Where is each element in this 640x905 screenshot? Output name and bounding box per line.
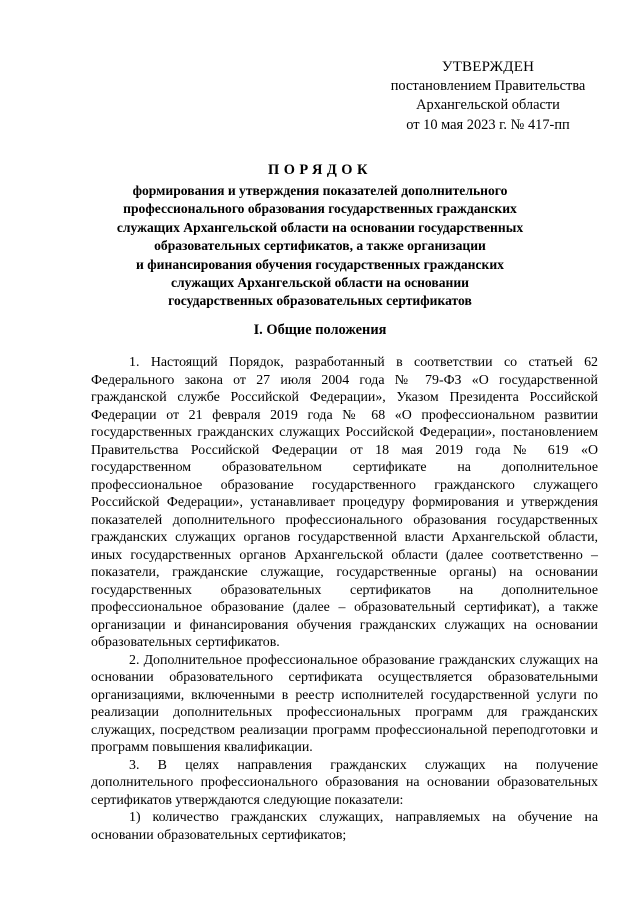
subtitle-line: служащих Архангельской области на основании <box>170 275 470 291</box>
approval-line-3: от 10 мая 2023 г. № 417-пп <box>406 116 570 133</box>
document-title: ПОРЯДОК <box>268 162 372 178</box>
paragraph-2: 2. Дополнительное профессиональное образование гражданских служащих на основании образовательного сертификата осуществляется образовательными организациями, включенными в реестр исполнителей государственной услуги по реализации дополнительных профессиональных программ для гражданских служащих, посредством реализации программ профессиональной переподготовки и программ повышения квалификации. <box>91 652 598 755</box>
paragraph-3: 3. В целях направления гражданских служащих на получение дополнительного профессионального образования на основании образовательных сертификатов утверждаются следующие показатели: <box>91 757 598 808</box>
section-heading: I. Общие положения <box>253 322 387 338</box>
subtitle-line: профессионального образования государственных гражданских <box>123 201 517 217</box>
subtitle-line: образовательных сертификатов, а также организации <box>154 238 486 254</box>
subtitle-line: государственных образовательных сертификатов <box>168 293 472 309</box>
approval-block <box>378 58 598 135</box>
approval-line-1: постановлением Правительства <box>390 78 586 95</box>
document-subtitle <box>100 182 540 311</box>
subtitle-line: и финансирования обучения государственных гражданских <box>136 256 504 272</box>
paragraph-4: 1) количество гражданских служащих, направляемых на обучение на основании образовательных сертификатов; <box>91 810 598 843</box>
paragraph-1: 1. Настоящий Порядок, разработанный в соответствии со статьей 62 Федерального закона от 27 июля 2004 года № 79-ФЗ «О государственной гражданской службе Российской Федерации», Указом Президента Российской Федерации от 21 февраля 2019 года № 68 «О профессиональном развитии государственных гражданских служащих Российской Федерации», постановлением Правительства Российской Федерации от 18 мая 2019 года № 619 «О государственном образовательном сертификате на дополнительное профессиональное образование государственного гражданского служащего Российской Федерации», устанавливает процедуру формирования и утверждения показателей дополнительного профессионального образования государственных гражданских служащих органов государственной власти Архангельской области, иных государственных органов Архангельской области (далее соответственно – показатели, гражданские служащие, государственные органы) на основании государственных образовательных сертификатов на дополнительное профессиональное образование (далее – образовательный сертификат), а также организации и финансирования обучения гражданских служащих на основании образовательных сертификатов. <box>91 355 598 650</box>
approval-line-2: Архангельской области <box>416 97 560 114</box>
approval-stamp: УТВЕРЖДЕН <box>441 59 535 75</box>
subtitle-line: служащих Архангельской области на основании государственных <box>116 219 524 235</box>
document-body <box>91 354 598 844</box>
subtitle-line: формирования и утверждения показателей дополнительного <box>132 183 508 198</box>
